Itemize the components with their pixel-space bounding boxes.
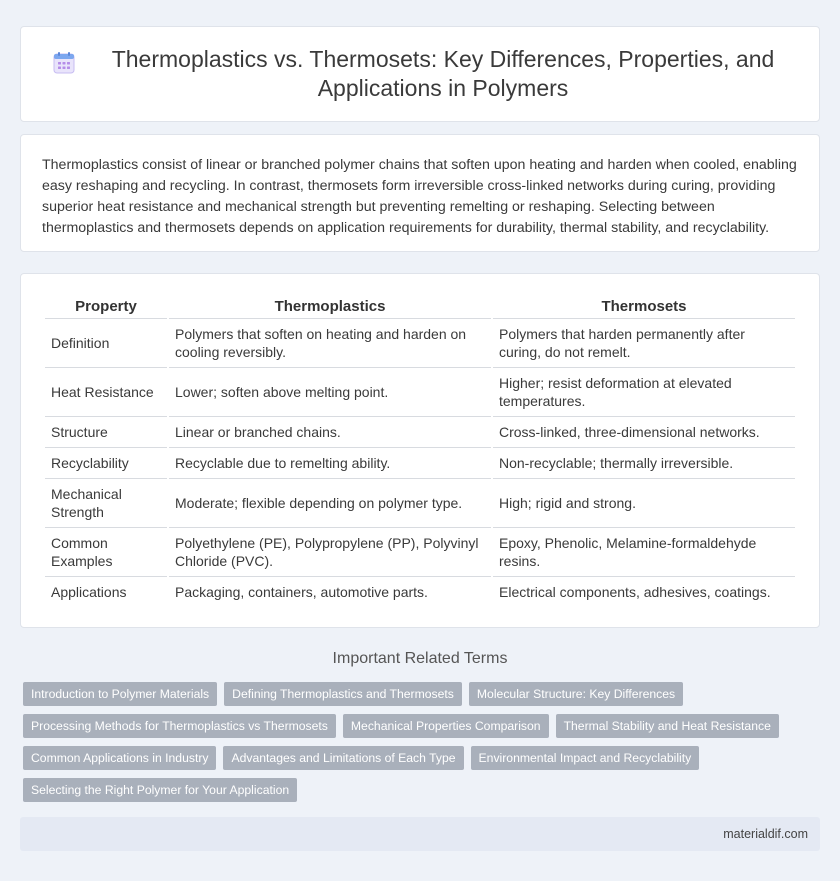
thermosets-cell: Cross-linked, three-dimensional networks. (493, 417, 795, 448)
property-cell: Recyclability (45, 448, 167, 479)
page-title: Thermoplastics vs. Thermosets: Key Differences, Properties, and Applications in Polymers (111, 46, 775, 101)
calendar-grid-icon (51, 50, 77, 76)
thermoplastics-cell: Moderate; flexible depending on polymer type. (169, 479, 491, 528)
related-term-tag[interactable]: Advantages and Limitations of Each Type (223, 746, 463, 770)
intro-paragraph: Thermoplastics consist of linear or branched polymer chains that soften upon heating and harden when cooled, enabling easy reshaping and recycling. In contrast, thermosets form irreversible cross-linked networks during curing, providing superior heat resistance and mechanical strength but preventing remelting or reshaping. Selecting between thermoplastics and thermosets depends on application requirements for durability, thermal stability, and recyclability. (42, 157, 797, 236)
related-term-tag[interactable]: Selecting the Right Polymer for Your Application (23, 778, 297, 802)
related-term-tag[interactable]: Common Applications in Industry (23, 746, 216, 770)
thermosets-cell: Electrical components, adhesives, coatings. (499, 584, 771, 600)
property-cell: Structure (45, 417, 167, 448)
footer (20, 817, 820, 851)
header-card (20, 26, 820, 122)
property-cell: Applications (51, 584, 127, 600)
related-term-tag[interactable]: Thermal Stability and Heat Resistance (556, 714, 779, 738)
header-property: Property (45, 296, 167, 319)
property-cell: Mechanical Strength (45, 479, 167, 528)
table-row (45, 577, 795, 607)
related-term-tag[interactable]: Molecular Structure: Key Differences (469, 682, 683, 706)
thermosets-cell: High; rigid and strong. (493, 479, 795, 528)
related-term-tag[interactable]: Processing Methods for Thermoplastics vs Thermosets (23, 714, 336, 738)
footer-site-link[interactable]: materialdif.com (723, 827, 808, 841)
related-term-tag[interactable]: Environmental Impact and Recyclability (471, 746, 700, 770)
property-cell: Common Examples (45, 528, 167, 577)
thermosets-cell: Higher; resist deformation at elevated temperatures. (493, 368, 795, 417)
related-terms-list (23, 682, 803, 802)
table-row (45, 479, 795, 528)
related-term-tag[interactable]: Defining Thermoplastics and Thermosets (224, 682, 462, 706)
comparison-card (20, 273, 820, 628)
thermoplastics-cell: Recyclable due to remelting ability. (169, 448, 491, 479)
table-row (45, 368, 795, 417)
thermoplastics-cell: Packaging, containers, automotive parts. (175, 584, 428, 600)
related-terms-title: Important Related Terms (332, 650, 508, 667)
property-cell: Heat Resistance (45, 368, 167, 417)
table-row (45, 528, 795, 577)
thermosets-cell: Polymers that harden permanently after curing, do not remelt. (493, 319, 795, 368)
thermoplastics-cell: Lower; soften above melting point. (169, 368, 491, 417)
intro-card (20, 134, 820, 252)
thermoplastics-cell: Polyethylene (PE), Polypropylene (PP), Polyvinyl Chloride (PVC). (169, 528, 491, 577)
thermosets-cell: Non-recyclable; thermally irreversible. (493, 448, 795, 479)
related-term-tag[interactable]: Introduction to Polymer Materials (23, 682, 217, 706)
table-row (45, 319, 795, 368)
table-row (45, 417, 795, 448)
property-cell: Definition (45, 319, 167, 368)
header-thermoplastics: Thermoplastics (169, 296, 491, 319)
table-header-row (45, 296, 795, 319)
thermoplastics-cell: Polymers that soften on heating and harden on cooling reversibly. (169, 319, 491, 368)
comparison-table (43, 296, 797, 607)
related-term-tag[interactable]: Mechanical Properties Comparison (343, 714, 549, 738)
thermoplastics-cell: Linear or branched chains. (169, 417, 491, 448)
header-thermosets: Thermosets (493, 296, 795, 319)
table-row (45, 448, 795, 479)
thermosets-cell: Epoxy, Phenolic, Melamine-formaldehyde resins. (493, 528, 795, 577)
